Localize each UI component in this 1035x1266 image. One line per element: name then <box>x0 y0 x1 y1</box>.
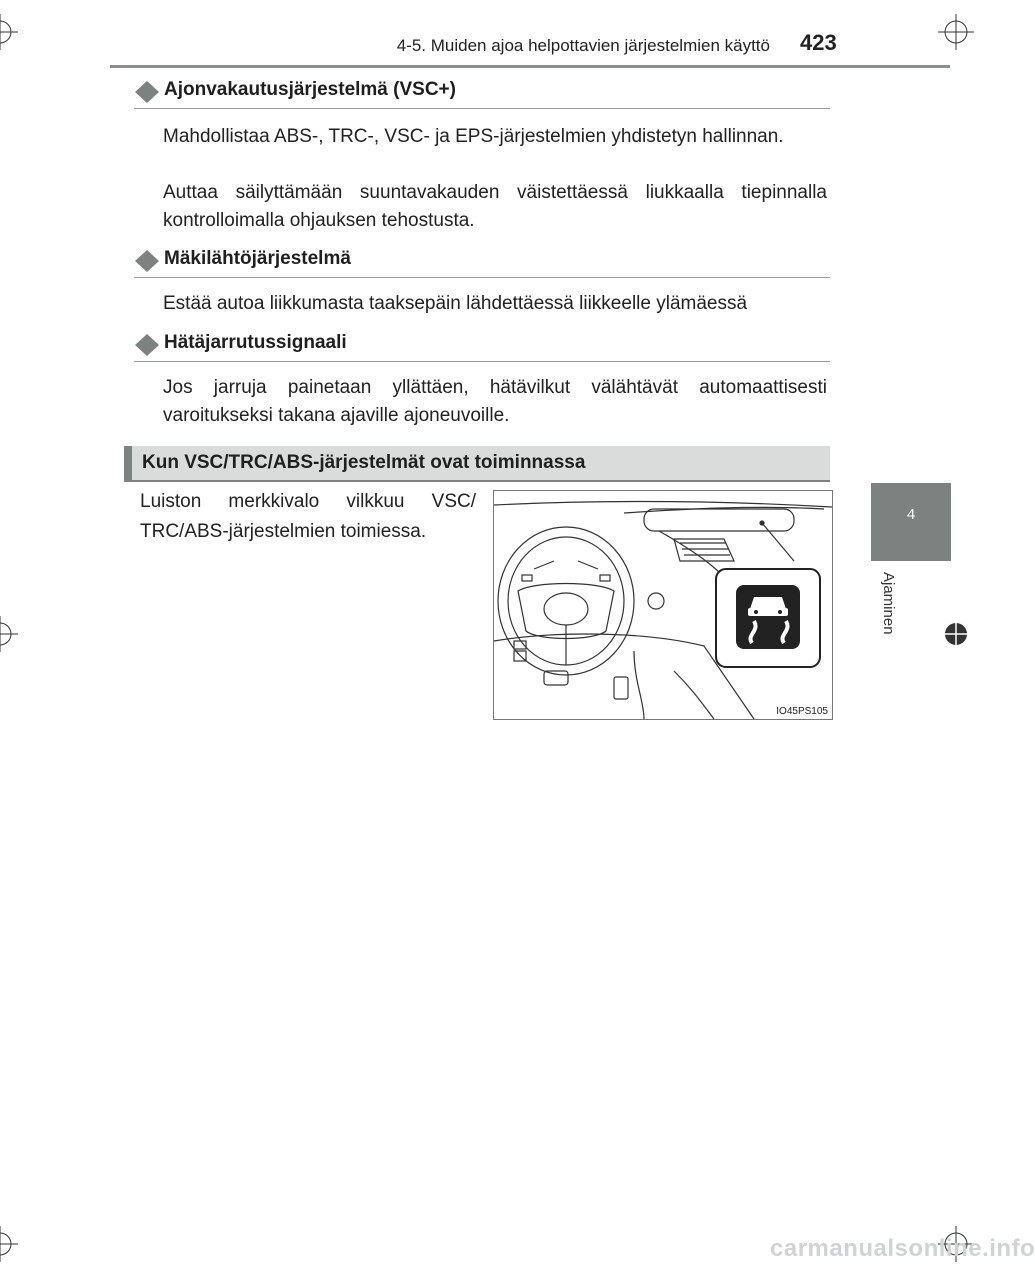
section-paragraph: Auttaa säilyttämään suuntavakauden väistettäessä liukkaalla tiepinnalla kontrolloimalla ohjauksen tehostusta. <box>163 182 827 231</box>
section-paragraph: Mahdollistaa ABS-, TRC-, VSC- ja EPS-järjestelmien yhdistetyn hallinnan. <box>163 126 784 147</box>
operation-description: Luiston merkkivalo vilkkuu VSC/ TRC/ABS-järjestelmien toimiessa. <box>140 491 476 542</box>
diamond-bullet-icon <box>134 249 160 273</box>
dashboard-drawing <box>494 491 832 719</box>
section-heading <box>134 78 830 108</box>
section-rule <box>134 108 830 109</box>
registration-mark-icon <box>0 1226 18 1262</box>
section-title: Ajonvakautusjärjestelmä (VSC+) <box>164 79 456 100</box>
chapter-number: 4 <box>906 506 916 523</box>
watermark: carmanualsonline.info <box>770 1235 1035 1262</box>
registration-mark-icon <box>938 616 974 652</box>
section-heading <box>134 331 830 361</box>
section-rule <box>134 277 830 278</box>
section-title: Mäkilähtöjärjestelmä <box>164 248 351 269</box>
section-title: Hätäjarrutussignaali <box>164 332 347 353</box>
registration-mark-icon <box>0 616 18 652</box>
banner-title: Kun VSC/TRC/ABS-järjestelmät ovat toiminnassa <box>142 452 586 473</box>
subsection-banner <box>124 446 830 482</box>
registration-mark-icon <box>0 14 18 50</box>
header-section-title: 4-5. Muiden ajoa helpottavien järjestelmien käyttö <box>396 36 770 55</box>
section-heading <box>134 247 830 277</box>
section-paragraph: Estää autoa liikkumasta taaksepäin lähdettäessä liikkeelle ylämäessä <box>163 293 748 314</box>
banner-accent-bar <box>124 446 132 482</box>
figure-code: IO45PS105 <box>776 706 828 717</box>
dashboard-illustration <box>493 490 833 720</box>
header-rule <box>110 65 950 68</box>
registration-mark-icon <box>938 14 974 50</box>
chapter-label-container <box>877 572 897 662</box>
page-number: 423 <box>800 30 837 55</box>
chapter-label: Ajaminen <box>880 572 897 635</box>
diamond-bullet-icon <box>134 333 160 357</box>
chapter-tab <box>871 483 951 561</box>
section-paragraph: Jos jarruja painetaan yllättäen, hätävilkut välähtävät automaattisesti varoitukseksi takana ajaville ajoneuvoille. <box>163 377 827 426</box>
diamond-bullet-icon <box>134 80 160 104</box>
section-rule <box>134 361 830 362</box>
